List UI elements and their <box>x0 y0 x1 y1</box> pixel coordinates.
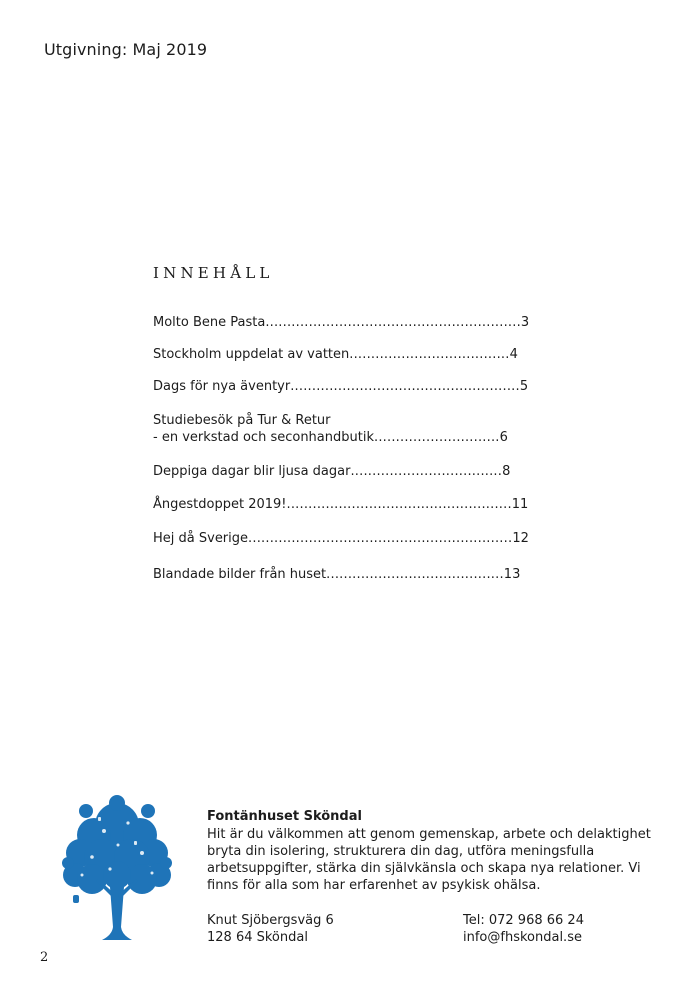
toc-entry-leader: ............................. <box>374 430 500 445</box>
toc-entry-page: 4 <box>509 347 518 362</box>
toc-entry-line <box>153 378 528 395</box>
organization-description: Hit är du välkommen att genom gemenskap, arbete och delaktighet bryta din isolering, strukturera din dag, utföra meningsfulla arbetsuppgifter, stärka din självkänsla och skapa nya relationer. Vi finns för alla som har erfarenhet av psykisk ohälsa. <box>207 827 651 893</box>
toc-entry-title: Deppiga dagar blir ljusa dagar <box>153 464 351 479</box>
email-address[interactable]: info@fhskondal.se <box>463 930 582 945</box>
toc-entry-line <box>153 429 508 446</box>
toc-entry-title: Ångestdoppet 2019! <box>153 497 287 512</box>
toc-entry[interactable] <box>153 463 510 480</box>
toc-entry-line <box>153 566 520 583</box>
organization-info <box>207 808 657 894</box>
toc-entry[interactable] <box>153 314 529 331</box>
toc-entry-page: 11 <box>511 497 529 512</box>
toc-entry[interactable] <box>153 566 520 583</box>
toc-entry-page: 3 <box>520 315 530 330</box>
toc-entry-title: Dags för nya äventyr <box>153 379 291 394</box>
toc-entry-line <box>153 463 510 480</box>
address-block <box>207 912 334 946</box>
toc-entry-page: 8 <box>502 464 511 479</box>
organization-name: Fontänhuset Sköndal <box>207 809 362 824</box>
toc-entry-leader: ............................................................. <box>248 531 513 546</box>
toc-entry-title: Studiebesök på Tur & Retur <box>153 413 331 428</box>
toc-entry[interactable] <box>153 346 518 363</box>
tree-logo-icon <box>58 795 176 943</box>
toc-entry-title: Stockholm uppdelat av vatten <box>153 347 350 362</box>
toc-entry-page: 5 <box>519 379 529 394</box>
toc-entry-line <box>153 346 518 363</box>
toc-entry[interactable] <box>153 412 508 446</box>
phone-number: Tel: 072 968 66 24 <box>463 913 584 928</box>
toc-entry-page: 13 <box>503 567 521 582</box>
toc-entry-line <box>153 314 529 331</box>
toc-entry-leader: ..................................................... <box>290 379 520 394</box>
toc-entry-line <box>153 496 528 513</box>
toc-entry[interactable] <box>153 530 529 547</box>
toc-entry-leader: ........................................................... <box>265 315 521 330</box>
toc-entry[interactable] <box>153 496 528 513</box>
toc-entry-line <box>153 412 508 429</box>
toc-entry-leader: ..................................... <box>349 347 510 362</box>
toc-entry-title: Blandade bilder från huset <box>153 567 327 582</box>
toc-entry-leader: ......................................... <box>326 567 504 582</box>
page-number: 2 <box>40 950 49 965</box>
issue-date: Utgivning: Maj 2019 <box>44 40 208 59</box>
toc-entry-leader: ................................... <box>350 464 503 479</box>
postal-address: 128 64 Sköndal <box>207 930 308 945</box>
toc-entry-title: Hej då Sverige <box>153 531 249 546</box>
toc-entry[interactable] <box>153 378 528 395</box>
toc-entry-page: 12 <box>512 531 529 546</box>
toc-entry-leader: .................................................... <box>286 497 512 512</box>
toc-entry-title: - en verkstad och seconhandbutik <box>153 430 374 445</box>
toc-entry-line <box>153 530 529 547</box>
toc-heading: INNEHÅLL <box>153 264 274 282</box>
toc-entry-title: Molto Bene Pasta <box>153 315 266 330</box>
contact-block <box>463 912 584 946</box>
street-address: Knut Sjöbergsväg 6 <box>207 913 334 928</box>
toc-entry-page: 6 <box>499 430 508 445</box>
